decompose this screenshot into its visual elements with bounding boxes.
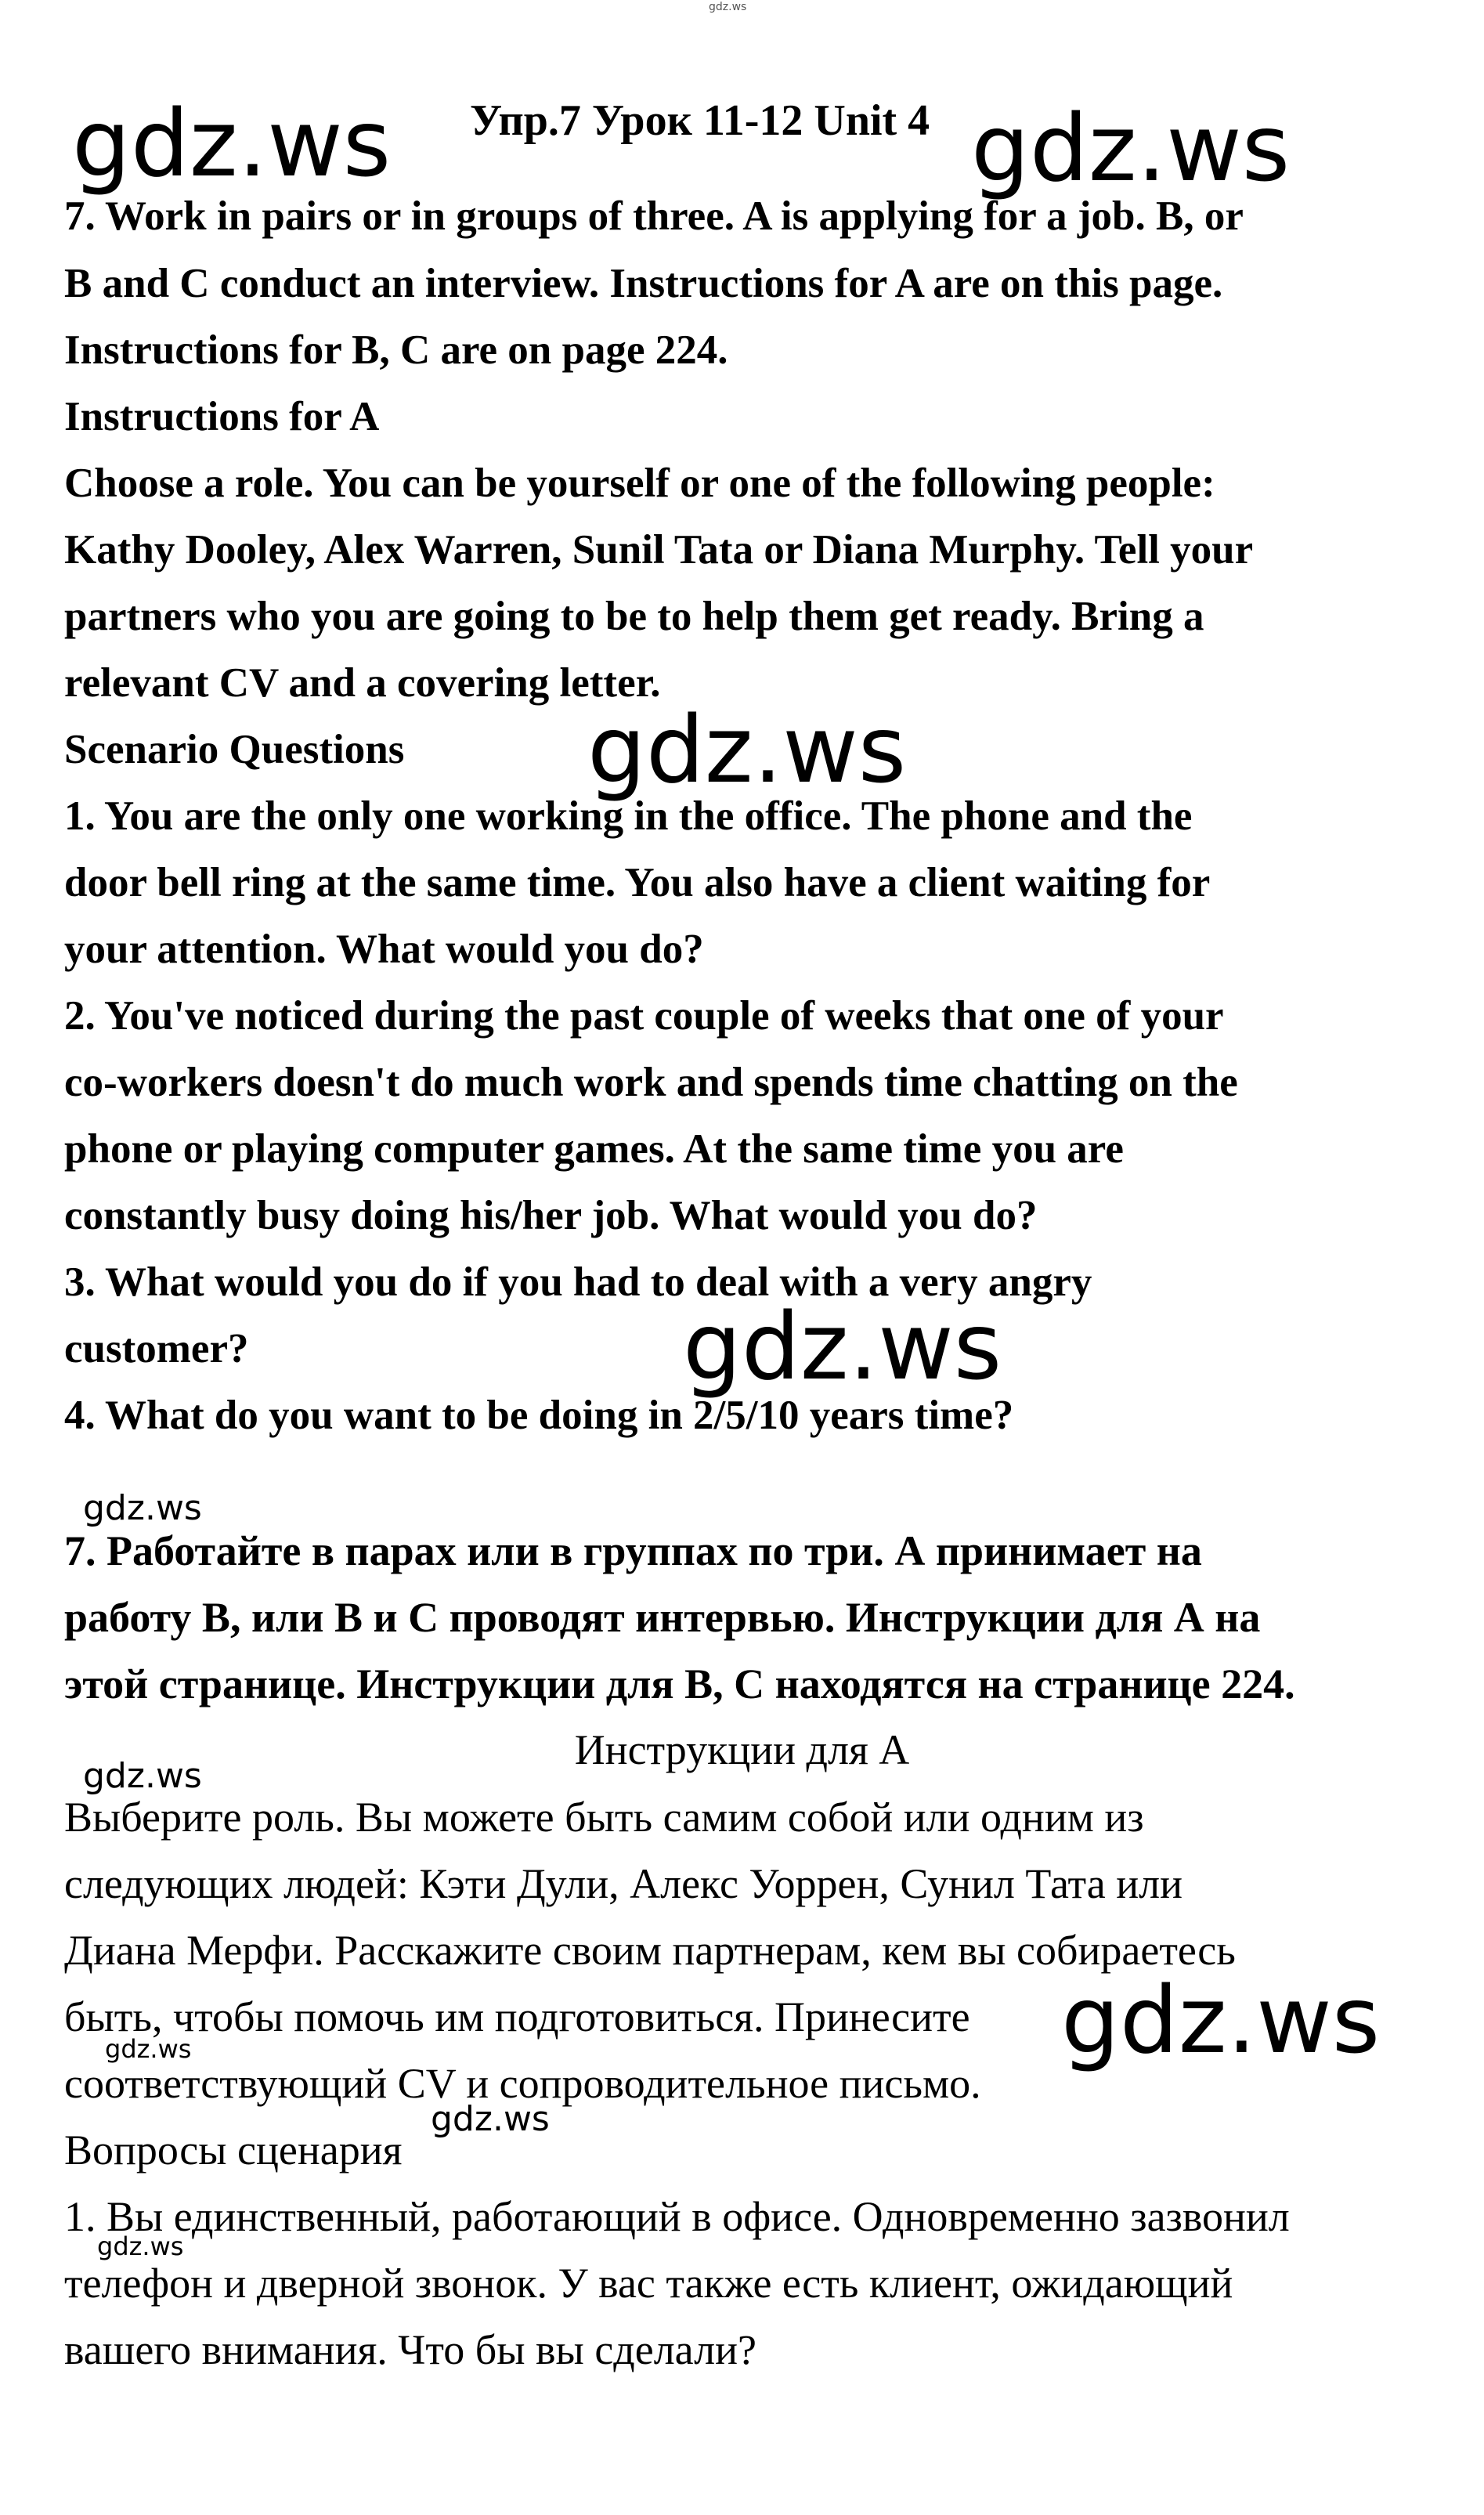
russian-task-line: этой странице. Инструкции для В, С находятся на странице 224. — [64, 1660, 1295, 1707]
watermark-large: gdz.ws — [72, 89, 392, 197]
english-question-line: constantly busy doing his/her job. What would you do? — [64, 1193, 1038, 1238]
russian-instructions-line: Выберите роль. Вы можете быть самим собой или одним из — [64, 1794, 1144, 1841]
russian-instructions-line: Диана Мерфи. Расскажите своим партнерам, кем вы собираетесь — [64, 1927, 1236, 1974]
watermark-top: gdz.ws — [709, 1, 747, 13]
english-question-line: 3. What would you do if you had to deal with a very angry — [64, 1259, 1092, 1305]
watermark-large: gdz.ws — [971, 94, 1291, 202]
english-question-line: phone or playing computer games. At the same time you are — [64, 1126, 1124, 1172]
page-title: Упр.7 Урок 11-12 Unit 4 — [470, 96, 930, 145]
english-scenario-heading: Scenario Questions — [64, 727, 405, 772]
watermark-large: gdz.ws — [683, 1292, 1002, 1400]
russian-task-line: 7. Работайте в парах или в группах по три. А принимает на — [64, 1527, 1202, 1574]
watermark-large: gdz.ws — [1061, 1966, 1381, 2074]
english-question-line: your attention. What would you do? — [64, 927, 704, 972]
watermark-small: gdz.ws — [83, 1756, 202, 1796]
english-question-line: 2. You've noticed during the past couple of weeks that one of your — [64, 993, 1224, 1039]
english-instructions-line: Choose a role. You can be yourself or one of the following people: — [64, 461, 1215, 506]
english-question-line: 4. What do you want to be doing in 2/5/10 years time? — [64, 1393, 1014, 1438]
english-task-line: B and C conduct an interview. Instructions for A are on this page. — [64, 261, 1223, 306]
russian-instructions-line: быть, чтобы помочь им подготовиться. Принесите — [64, 1993, 970, 2040]
russian-scenario-heading: Вопросы сценария — [64, 2127, 403, 2174]
watermark-large: gdz.ws — [587, 696, 907, 804]
english-instructions-line: partners who you are going to be to help them get ready. Bring a — [64, 594, 1204, 639]
english-instructions-heading: Instructions for A — [64, 394, 380, 439]
watermark-small: gdz.ws — [97, 2231, 184, 2261]
english-question-line: customer? — [64, 1326, 249, 1371]
russian-instructions-line: соответствующий CV и сопроводительное письмо. — [64, 2060, 981, 2107]
english-question-line: 1. You are the only one working in the office. The phone and the — [64, 793, 1193, 839]
russian-task-line: работу В, или В и С проводят интервью. Инструкции для А на — [64, 1594, 1261, 1641]
watermark-small: gdz.ws — [83, 1488, 202, 1528]
russian-question-line: 1. Вы единственный, работающий в офисе. Одновременно зазвонил — [64, 2193, 1290, 2240]
russian-question-line: телефон и дверной звонок. У вас также есть клиент, ожидающий — [64, 2260, 1233, 2307]
russian-question-line: вашего внимания. Что бы вы сделали? — [64, 2326, 756, 2373]
russian-instructions-line: следующих людей: Кэти Дули, Алекс Уоррен, Сунил Тата или — [64, 1860, 1183, 1907]
english-task-line: 7. Work in pairs or in groups of three. A is applying for a job. B, or — [64, 193, 1244, 239]
watermark-small: gdz.ws — [105, 2034, 192, 2064]
english-question-line: co-workers doesn't do much work and spends time chatting on the — [64, 1060, 1238, 1105]
english-instructions-line: Kathy Dooley, Alex Warren, Sunil Tata or Diana Murphy. Tell your — [64, 527, 1254, 573]
english-instructions-line: relevant CV and a covering letter. — [64, 660, 661, 706]
english-task-line: Instructions for B, C are on page 224. — [64, 327, 728, 373]
watermark-small: gdz.ws — [431, 2099, 550, 2139]
russian-instructions-heading: Инструкции для А — [574, 1726, 910, 1773]
english-question-line: door bell ring at the same time. You also have a client waiting for — [64, 860, 1211, 905]
